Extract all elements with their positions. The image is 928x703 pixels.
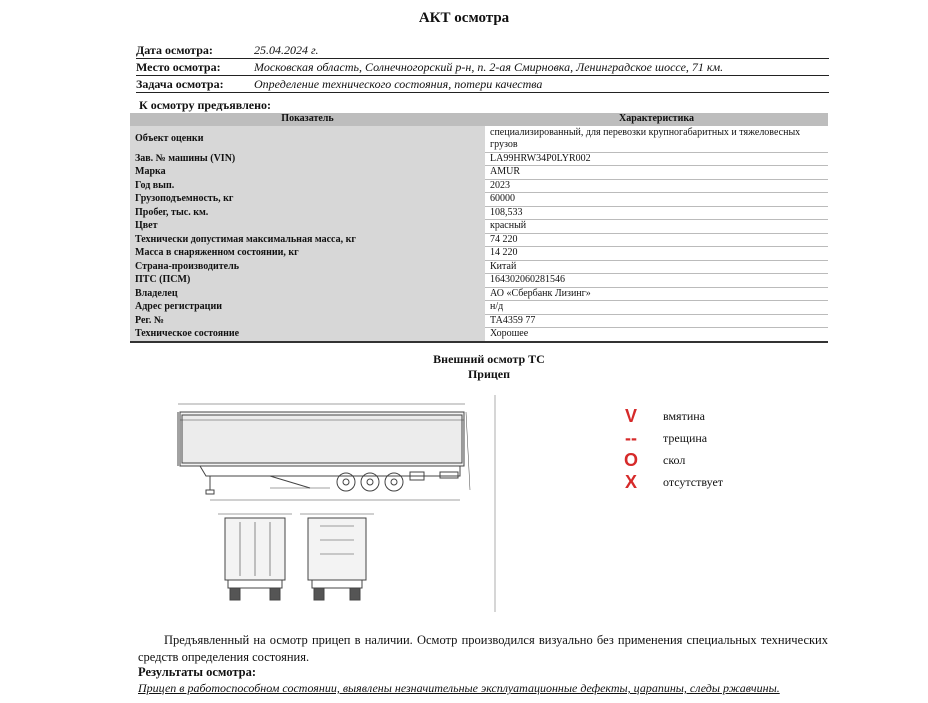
row-value: Китай: [485, 260, 828, 274]
row-value: LA99HRW34P0LYR002: [485, 152, 828, 166]
meta-row-date: [136, 42, 829, 59]
legend-item: [618, 471, 723, 493]
row-label: Владелец: [130, 287, 485, 301]
meta-block: [136, 42, 829, 93]
presented-label: К осмотру предъявлено:: [139, 98, 272, 112]
row-label: Технически допустимая максимальная масса, кг: [130, 233, 485, 247]
meta-row-task: [136, 76, 829, 93]
table-row: [130, 301, 828, 315]
row-value: н/д: [485, 301, 828, 315]
meta-value: Определение технического состояния, потери качества: [254, 77, 543, 91]
meta-label: Задача осмотра:: [136, 77, 224, 91]
table-row: [130, 274, 828, 288]
row-label: Рег. №: [130, 314, 485, 328]
row-label: ПТС (ПСМ): [130, 274, 485, 288]
table-row: [130, 152, 828, 166]
row-label: Пробег, тыс. км.: [130, 206, 485, 220]
meta-value: Московская область, Солнечногорский р-н, п. 2-ая Смирновка, Ленинградское шоссе, 71 км.: [254, 60, 724, 74]
row-label: Год вып.: [130, 179, 485, 193]
result-text: Прицеп в работоспособном состоянии, выявлены незначительные эксплуатационные дефекты, царапины, следы ржавчины.: [138, 681, 780, 695]
legend-label: отсутствует: [663, 474, 724, 489]
page-title: АКТ осмотра: [418, 10, 510, 26]
row-value: 108,533: [485, 206, 828, 220]
chip-icon: O: [623, 449, 638, 470]
meta-row-place: [136, 59, 829, 76]
table-row: [130, 166, 828, 180]
meta-label: Дата осмотра:: [136, 43, 213, 57]
row-label: Объект оценки: [130, 126, 485, 153]
row-value: 60000: [485, 193, 828, 207]
legend-label: скол: [663, 452, 686, 467]
row-label: Масса в снаряженном состоянии, кг: [130, 247, 485, 261]
row-label: Зав. № машины (VIN): [130, 152, 485, 166]
row-value: 2023: [485, 179, 828, 193]
crack-icon: --: [625, 427, 637, 448]
row-label: Цвет: [130, 220, 485, 234]
table-row: [130, 314, 828, 328]
row-value: ТА4359 77: [485, 314, 828, 328]
table-row: [130, 287, 828, 301]
row-value: АО «Сбербанк Лизинг»: [485, 287, 828, 301]
row-value: 14 220: [485, 247, 828, 261]
table-row: [130, 247, 828, 261]
row-value: AMUR: [485, 166, 828, 180]
legend-label: вмятина: [663, 408, 705, 423]
column-header: Показатель: [130, 113, 485, 126]
table-row: [130, 220, 828, 234]
trailer-drawing: [170, 390, 500, 615]
result-title: Результаты осмотра:: [138, 665, 256, 679]
spec-table: [130, 113, 828, 343]
damage-legend: [618, 405, 723, 493]
table-row: [130, 206, 828, 220]
missing-icon: X: [624, 471, 637, 492]
table-row: [130, 126, 828, 153]
table-row: [130, 233, 828, 247]
meta-value: 25.04.2024 г.: [254, 43, 319, 57]
meta-label: Место осмотра:: [136, 60, 221, 74]
row-value: 74 220: [485, 233, 828, 247]
inspection-title: Внешний осмотр ТС: [433, 352, 545, 366]
table-row: [130, 179, 828, 193]
table-header-row: [130, 113, 828, 126]
row-label: Грузоподъемность, кг: [130, 193, 485, 207]
table-row: [130, 260, 828, 274]
legend-label: трещина: [663, 430, 708, 445]
table-row: [130, 193, 828, 207]
row-label: Техническое состояние: [130, 328, 485, 342]
inspection-subtitle: Прицеп: [467, 367, 511, 381]
legend-item: [618, 405, 723, 427]
row-label: Марка: [130, 166, 485, 180]
column-header: Характеристика: [485, 113, 828, 126]
row-label: Адрес регистрации: [130, 301, 485, 315]
legend-item: [618, 449, 723, 471]
row-value: специализированный, для перевозки крупногабаритных и тяжеловесных грузов: [485, 126, 828, 153]
row-value: красный: [485, 220, 828, 234]
legend-item: [618, 427, 723, 449]
row-label: Страна-производитель: [130, 260, 485, 274]
row-value: 164302060281546: [485, 274, 828, 288]
inspection-paragraph: Предъявленный на осмотр прицеп в наличии. Осмотр производился визуально без применения специальных технических средств определения состояния.: [138, 633, 828, 664]
row-value: Хорошее: [485, 328, 828, 342]
dent-icon: V: [624, 405, 637, 426]
table-row: [130, 328, 828, 342]
